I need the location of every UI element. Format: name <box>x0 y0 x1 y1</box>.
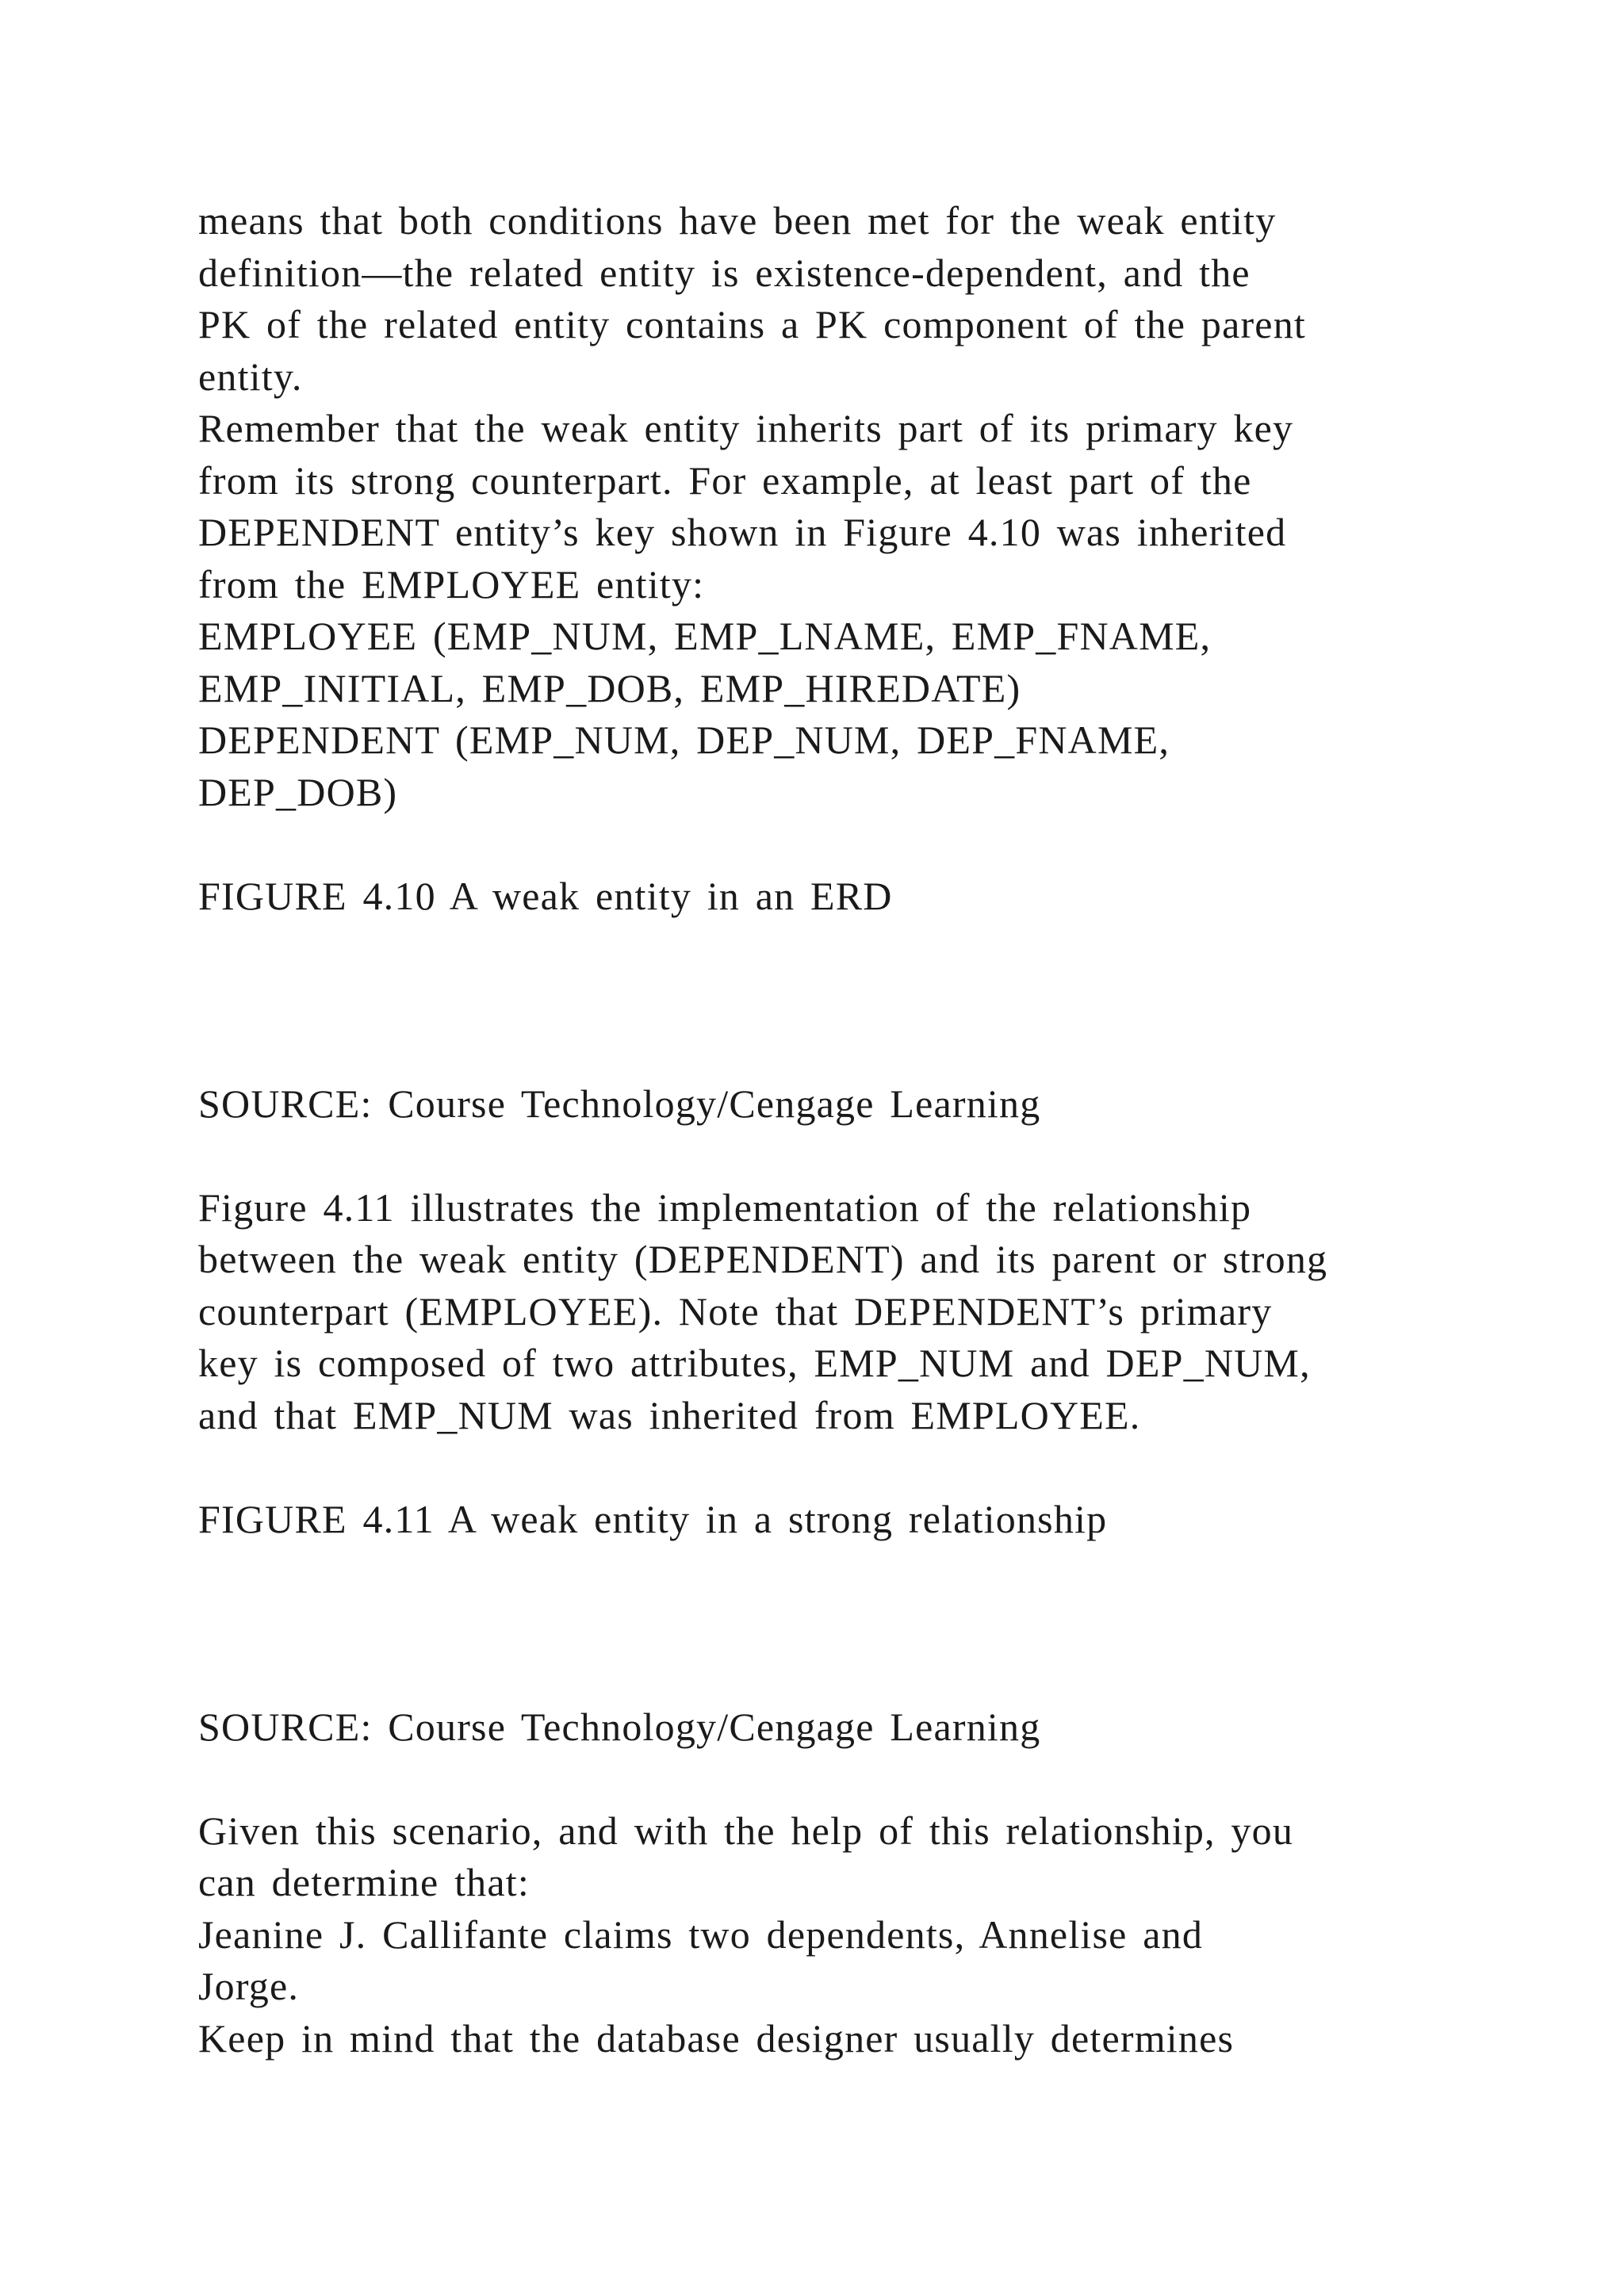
figure-placeholder <box>198 922 1546 1078</box>
text-line: means that both conditions have been met for the weak entity <box>198 198 1277 243</box>
source-credit: SOURCE: Course Technology/Cengage Learning <box>198 1081 1041 1126</box>
figure-caption: FIGURE 4.10 A weak entity in an ERD <box>198 873 893 918</box>
text-line: key is composed of two attributes, EMP_NUM and DEP_NUM, <box>198 1341 1311 1385</box>
blank-line <box>198 818 1546 871</box>
text-line: EMP_INITIAL, EMP_DOB, EMP_HIREDATE) <box>198 665 1021 710</box>
figure-placeholder <box>198 1545 1546 1701</box>
text-line: DEP_DOB) <box>198 769 398 814</box>
text-line: Figure 4.11 illustrates the implementation of the relationship <box>198 1184 1252 1230</box>
text-line: Given this scenario, and with the help of this relationship, you <box>198 1808 1294 1853</box>
text-line: entity. <box>198 354 303 399</box>
blank-line <box>198 1130 1546 1182</box>
text-line: counterpart (EMPLOYEE). Note that DEPENDENT’s primary <box>198 1288 1273 1334</box>
text-line: between the weak entity (DEPENDENT) and its parent or strong <box>198 1237 1328 1281</box>
figure-caption: FIGURE 4.11 A weak entity in a strong relationship <box>198 1496 1108 1541</box>
text-line: and that EMP_NUM was inherited from EMPLOYEE. <box>198 1392 1141 1437</box>
text-line: Jeanine J. Callifante claims two dependents, Annelise and <box>198 1911 1204 1957</box>
text-line: from its strong counterpart. For example, at least part of the <box>198 457 1252 503</box>
text-line: DEPENDENT entity’s key shown in Figure 4.10 was inherited <box>198 510 1287 554</box>
source-credit: SOURCE: Course Technology/Cengage Learning <box>198 1704 1041 1749</box>
text-line: EMPLOYEE (EMP_NUM, EMP_LNAME, EMP_FNAME, <box>198 614 1212 658</box>
text-line: from the EMPLOYEE entity: <box>198 561 705 607</box>
text-line: Keep in mind that the database designer usually determines <box>198 2015 1235 2061</box>
text-line: Remember that the weak entity inherits part of its primary key <box>198 406 1294 450</box>
text-line: can determine that: <box>198 1860 530 1904</box>
blank-line <box>198 1441 1546 1494</box>
text-line: definition—the related entity is existence-dependent, and the <box>198 250 1251 295</box>
text-line: Jorge. <box>198 1964 300 2008</box>
document-body <box>198 195 1546 2064</box>
blank-line <box>198 1753 1546 1805</box>
text-line: DEPENDENT (EMP_NUM, DEP_NUM, DEP_FNAME, <box>198 718 1170 762</box>
text-line: PK of the related entity contains a PK component of the parent <box>198 302 1306 346</box>
